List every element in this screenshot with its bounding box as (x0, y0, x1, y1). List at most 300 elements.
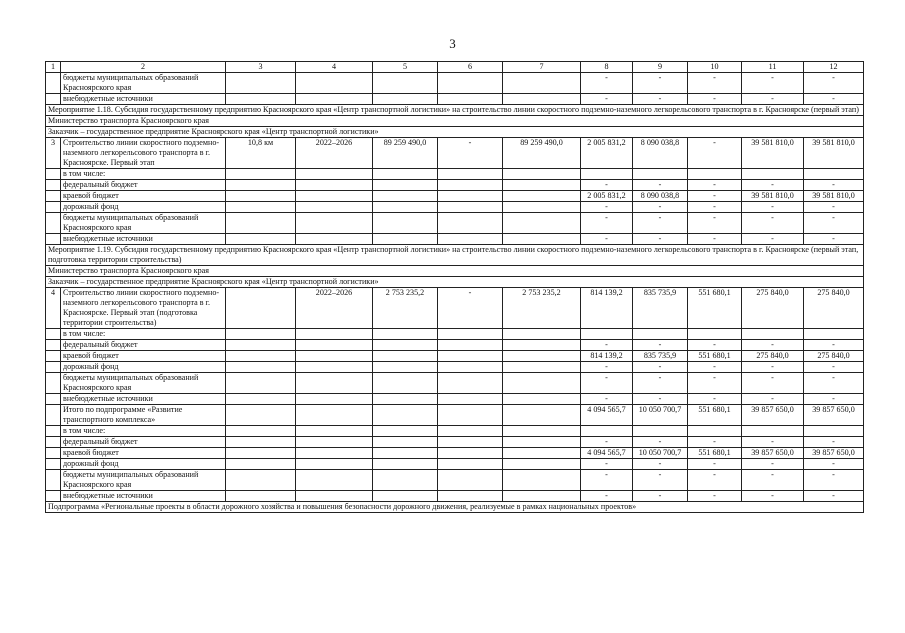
cell-total-cost (373, 362, 438, 373)
cell-year-11: - (742, 94, 804, 105)
cell-name: внебюджетные источники (61, 234, 226, 245)
cell-no (46, 394, 61, 405)
cell-name: бюджеты муниципальных образований Красноярского края (61, 373, 226, 394)
cell-total-cost (373, 448, 438, 459)
cell-period (296, 459, 373, 470)
cell-name: бюджеты муниципальных образований Красноярского края (61, 470, 226, 491)
cell-year-10: - (688, 94, 742, 105)
cell-no (46, 94, 61, 105)
cell-financed (438, 94, 503, 105)
cell-year-12: - (804, 470, 864, 491)
cell-year-8 (581, 426, 633, 437)
cell-year-10: - (688, 437, 742, 448)
cell-remaining (503, 340, 581, 351)
cell-total-cost (373, 405, 438, 426)
cell-year-8 (581, 169, 633, 180)
cell-year-8: - (581, 213, 633, 234)
cell-year-9: - (633, 340, 688, 351)
cell-year-12: - (804, 459, 864, 470)
cell-name: Строительство линии скоростного подземно-наземного легкорельсового транспорта в г. Красноярске. Первый этап (подготовка территории строительства) (61, 288, 226, 329)
cell-year-12: - (804, 437, 864, 448)
cell-year-10: 551 680,1 (688, 351, 742, 362)
cell-capacity (226, 394, 296, 405)
cell-year-8: - (581, 394, 633, 405)
cell-year-12: - (804, 73, 864, 94)
cell-period (296, 394, 373, 405)
cell-year-10: 551 680,1 (688, 405, 742, 426)
cell-financed: - (438, 138, 503, 169)
cell-period (296, 470, 373, 491)
cell-total-cost: 2 753 235,2 (373, 288, 438, 329)
cell-name: федеральный бюджет (61, 340, 226, 351)
cell-year-8: - (581, 362, 633, 373)
cell-financed (438, 437, 503, 448)
cell-year-11: - (742, 362, 804, 373)
cell-total-cost (373, 437, 438, 448)
cell-capacity (226, 288, 296, 329)
cell-name: внебюджетные источники (61, 394, 226, 405)
cell-year-8: - (581, 234, 633, 245)
section-title: Мероприятие 1.18. Субсидия государственному предприятию Красноярского края «Центр транспортной логистики» на строительство линии скоростного подземно-наземного легкорельсового транспорта в г. Красноярске (первый этап) (46, 105, 864, 116)
cell-year-12 (804, 169, 864, 180)
cell-year-11: 275 840,0 (742, 351, 804, 362)
cell-period (296, 213, 373, 234)
cell-year-9: - (633, 373, 688, 394)
table-row (46, 191, 864, 202)
cell-year-11: - (742, 340, 804, 351)
section-title: Заказчик – государственное предприятие Красноярского края «Центр транспортной логистики» (46, 277, 864, 288)
table-row (46, 373, 864, 394)
table-row (46, 448, 864, 459)
cell-year-10: - (688, 394, 742, 405)
cell-year-9: - (633, 394, 688, 405)
cell-remaining (503, 448, 581, 459)
cell-financed (438, 234, 503, 245)
table-row (46, 491, 864, 502)
cell-year-10: - (688, 138, 742, 169)
cell-year-12: 39 581 810,0 (804, 191, 864, 202)
cell-total-cost (373, 213, 438, 234)
cell-remaining (503, 394, 581, 405)
cell-name: федеральный бюджет (61, 180, 226, 191)
section-row (46, 105, 864, 116)
cell-year-8 (581, 329, 633, 340)
header-cell-9: 9 (633, 62, 688, 73)
cell-period (296, 73, 373, 94)
cell-no (46, 437, 61, 448)
cell-year-8: 814 139,2 (581, 288, 633, 329)
cell-no (46, 180, 61, 191)
cell-year-9: - (633, 73, 688, 94)
cell-year-10: - (688, 213, 742, 234)
cell-year-9: - (633, 437, 688, 448)
cell-financed (438, 470, 503, 491)
cell-period (296, 191, 373, 202)
cell-year-12: 39 581 810,0 (804, 138, 864, 169)
cell-year-10 (688, 169, 742, 180)
table-row (46, 234, 864, 245)
cell-year-11: - (742, 73, 804, 94)
cell-period (296, 373, 373, 394)
cell-capacity (226, 448, 296, 459)
cell-capacity (226, 459, 296, 470)
cell-financed (438, 491, 503, 502)
cell-year-12: - (804, 234, 864, 245)
cell-no (46, 73, 61, 94)
cell-no (46, 340, 61, 351)
cell-name: краевой бюджет (61, 191, 226, 202)
cell-financed (438, 405, 503, 426)
cell-period (296, 169, 373, 180)
table-row (46, 169, 864, 180)
cell-no (46, 169, 61, 180)
cell-remaining: 2 753 235,2 (503, 288, 581, 329)
table-row (46, 405, 864, 426)
cell-remaining (503, 426, 581, 437)
cell-total-cost (373, 191, 438, 202)
cell-remaining: 89 259 490,0 (503, 138, 581, 169)
cell-year-11: - (742, 491, 804, 502)
cell-no (46, 470, 61, 491)
table-row (46, 362, 864, 373)
cell-year-9: - (633, 470, 688, 491)
table-row (46, 180, 864, 191)
cell-year-11 (742, 426, 804, 437)
header-cell-8: 8 (581, 62, 633, 73)
section-title: Министерство транспорта Красноярского края (46, 116, 864, 127)
cell-year-11: - (742, 470, 804, 491)
cell-no (46, 405, 61, 426)
cell-period (296, 351, 373, 362)
cell-remaining (503, 180, 581, 191)
table-row (46, 437, 864, 448)
cell-total-cost (373, 180, 438, 191)
cell-no (46, 373, 61, 394)
cell-year-11 (742, 329, 804, 340)
table-row (46, 213, 864, 234)
cell-year-9: - (633, 234, 688, 245)
cell-name: дорожный фонд (61, 459, 226, 470)
cell-financed (438, 340, 503, 351)
header-cell-1: 1 (46, 62, 61, 73)
cell-remaining (503, 234, 581, 245)
cell-financed (438, 459, 503, 470)
cell-financed (438, 394, 503, 405)
section-row (46, 277, 864, 288)
cell-no (46, 448, 61, 459)
cell-year-11: 39 857 650,0 (742, 448, 804, 459)
cell-remaining (503, 94, 581, 105)
cell-period (296, 202, 373, 213)
cell-year-8: 4 094 565,7 (581, 448, 633, 459)
cell-year-9: 8 090 038,8 (633, 191, 688, 202)
cell-year-10: - (688, 73, 742, 94)
cell-total-cost (373, 329, 438, 340)
cell-period: 2022–2026 (296, 138, 373, 169)
table-row (46, 426, 864, 437)
cell-capacity (226, 426, 296, 437)
cell-no: 4 (46, 288, 61, 329)
cell-period (296, 180, 373, 191)
cell-year-12: - (804, 362, 864, 373)
cell-name: Строительство линии скоростного подземно-наземного легкорельсового транспорта в г. Красноярске. Первый этап (61, 138, 226, 169)
cell-remaining (503, 459, 581, 470)
cell-year-11: - (742, 202, 804, 213)
header-cell-3: 3 (226, 62, 296, 73)
cell-no (46, 459, 61, 470)
cell-no (46, 191, 61, 202)
cell-name: внебюджетные источники (61, 491, 226, 502)
cell-year-9 (633, 426, 688, 437)
cell-year-12: - (804, 213, 864, 234)
cell-capacity (226, 94, 296, 105)
cell-year-11: - (742, 234, 804, 245)
cell-total-cost (373, 470, 438, 491)
cell-year-12: - (804, 94, 864, 105)
cell-year-10: 551 680,1 (688, 448, 742, 459)
cell-financed (438, 169, 503, 180)
cell-name: в том числе: (61, 329, 226, 340)
cell-year-11: - (742, 394, 804, 405)
cell-year-12: 275 840,0 (804, 351, 864, 362)
cell-year-10: - (688, 459, 742, 470)
cell-capacity (226, 405, 296, 426)
cell-total-cost (373, 394, 438, 405)
cell-period (296, 437, 373, 448)
cell-year-8: - (581, 373, 633, 394)
cell-year-8: - (581, 73, 633, 94)
cell-no (46, 491, 61, 502)
cell-financed (438, 448, 503, 459)
cell-year-11: - (742, 213, 804, 234)
cell-year-9: 835 735,9 (633, 288, 688, 329)
cell-remaining (503, 491, 581, 502)
cell-name: дорожный фонд (61, 202, 226, 213)
section-row (46, 502, 864, 513)
cell-year-9: - (633, 491, 688, 502)
section-title: Подпрограмма «Региональные проекты в области дорожного хозяйства и повышения безопасности дорожного движения, реализуемые в рамках национальных проектов» (46, 502, 864, 513)
cell-no (46, 213, 61, 234)
section-title: Заказчик – государственное предприятие Красноярского края «Центр транспортной логистики» (46, 127, 864, 138)
cell-remaining (503, 470, 581, 491)
cell-no (46, 351, 61, 362)
cell-remaining (503, 405, 581, 426)
cell-name: в том числе: (61, 169, 226, 180)
cell-remaining (503, 329, 581, 340)
cell-year-11: - (742, 180, 804, 191)
cell-year-9: 835 735,9 (633, 351, 688, 362)
cell-year-8: 2 005 831,2 (581, 191, 633, 202)
cell-year-12: 275 840,0 (804, 288, 864, 329)
cell-period (296, 405, 373, 426)
cell-year-8: - (581, 202, 633, 213)
cell-year-10: - (688, 202, 742, 213)
header-cell-6: 6 (438, 62, 503, 73)
cell-financed (438, 351, 503, 362)
cell-year-12: - (804, 373, 864, 394)
cell-name: краевой бюджет (61, 448, 226, 459)
cell-year-12: - (804, 491, 864, 502)
cell-financed (438, 191, 503, 202)
cell-year-10: - (688, 191, 742, 202)
cell-year-9: - (633, 94, 688, 105)
cell-year-12: - (804, 340, 864, 351)
table-row (46, 459, 864, 470)
cell-capacity (226, 213, 296, 234)
cell-period (296, 94, 373, 105)
cell-capacity (226, 180, 296, 191)
cell-year-9: 10 050 700,7 (633, 448, 688, 459)
cell-name: краевой бюджет (61, 351, 226, 362)
cell-no (46, 362, 61, 373)
cell-capacity (226, 73, 296, 94)
cell-total-cost (373, 202, 438, 213)
page-number: 3 (449, 36, 456, 51)
cell-capacity (226, 191, 296, 202)
cell-name: дорожный фонд (61, 362, 226, 373)
cell-year-12: - (804, 202, 864, 213)
cell-year-11 (742, 169, 804, 180)
cell-total-cost (373, 491, 438, 502)
cell-year-12 (804, 426, 864, 437)
section-row (46, 266, 864, 277)
cell-financed (438, 213, 503, 234)
cell-remaining (503, 351, 581, 362)
table-row (46, 73, 864, 94)
cell-year-8: - (581, 94, 633, 105)
cell-year-11: 275 840,0 (742, 288, 804, 329)
cell-year-9: 8 090 038,8 (633, 138, 688, 169)
cell-year-10 (688, 426, 742, 437)
cell-financed (438, 362, 503, 373)
cell-total-cost (373, 340, 438, 351)
cell-remaining (503, 191, 581, 202)
cell-year-9: - (633, 213, 688, 234)
cell-financed (438, 426, 503, 437)
cell-name: в том числе: (61, 426, 226, 437)
cell-year-11: - (742, 459, 804, 470)
cell-year-8: 2 005 831,2 (581, 138, 633, 169)
section-row (46, 245, 864, 266)
cell-total-cost (373, 426, 438, 437)
cell-year-8: 814 139,2 (581, 351, 633, 362)
cell-year-9: - (633, 180, 688, 191)
cell-period (296, 340, 373, 351)
table-header-row (46, 62, 864, 73)
cell-year-12: 39 857 650,0 (804, 448, 864, 459)
header-cell-2: 2 (61, 62, 226, 73)
cell-name: бюджеты муниципальных образований Красноярского края (61, 73, 226, 94)
cell-year-8: - (581, 470, 633, 491)
cell-period (296, 491, 373, 502)
cell-capacity (226, 491, 296, 502)
cell-period (296, 329, 373, 340)
cell-no (46, 202, 61, 213)
table-row (46, 288, 864, 329)
cell-no (46, 329, 61, 340)
cell-remaining (503, 202, 581, 213)
cell-year-11: 39 857 650,0 (742, 405, 804, 426)
cell-year-10: - (688, 491, 742, 502)
cell-remaining (503, 73, 581, 94)
cell-remaining (503, 373, 581, 394)
cell-financed: - (438, 288, 503, 329)
cell-year-12: 39 857 650,0 (804, 405, 864, 426)
cell-year-8: - (581, 459, 633, 470)
cell-capacity (226, 351, 296, 362)
table-row (46, 351, 864, 362)
cell-remaining (503, 437, 581, 448)
cell-year-9: - (633, 459, 688, 470)
cell-financed (438, 73, 503, 94)
table-row (46, 94, 864, 105)
cell-capacity (226, 362, 296, 373)
cell-no (46, 426, 61, 437)
cell-year-11: 39 581 810,0 (742, 138, 804, 169)
table-row (46, 138, 864, 169)
cell-year-8: 4 094 565,7 (581, 405, 633, 426)
budget-table (45, 61, 864, 513)
cell-period: 2022–2026 (296, 288, 373, 329)
cell-year-10: - (688, 234, 742, 245)
cell-year-12 (804, 329, 864, 340)
cell-period (296, 362, 373, 373)
section-title: Министерство транспорта Красноярского края (46, 266, 864, 277)
cell-total-cost (373, 73, 438, 94)
cell-remaining (503, 213, 581, 234)
cell-total-cost (373, 169, 438, 180)
section-row (46, 127, 864, 138)
cell-capacity (226, 437, 296, 448)
cell-remaining (503, 169, 581, 180)
cell-capacity (226, 169, 296, 180)
cell-year-10: - (688, 180, 742, 191)
cell-name: внебюджетные источники (61, 94, 226, 105)
cell-year-9: 10 050 700,7 (633, 405, 688, 426)
cell-year-12: - (804, 394, 864, 405)
cell-capacity: 10,8 км (226, 138, 296, 169)
cell-total-cost (373, 351, 438, 362)
cell-year-10: - (688, 362, 742, 373)
cell-year-8: - (581, 180, 633, 191)
cell-no: 3 (46, 138, 61, 169)
cell-year-10: - (688, 340, 742, 351)
header-cell-10: 10 (688, 62, 742, 73)
cell-total-cost (373, 459, 438, 470)
cell-year-11: - (742, 437, 804, 448)
cell-name: федеральный бюджет (61, 437, 226, 448)
table-row (46, 394, 864, 405)
cell-year-9: - (633, 362, 688, 373)
cell-capacity (226, 234, 296, 245)
cell-year-9 (633, 169, 688, 180)
cell-year-10: 551 680,1 (688, 288, 742, 329)
table-row (46, 340, 864, 351)
cell-name: Итого по подпрограмме «Развитие транспортного комплекса» (61, 405, 226, 426)
cell-year-12: - (804, 180, 864, 191)
cell-capacity (226, 373, 296, 394)
cell-total-cost (373, 373, 438, 394)
cell-capacity (226, 202, 296, 213)
cell-remaining (503, 362, 581, 373)
cell-name: бюджеты муниципальных образований Красноярского края (61, 213, 226, 234)
table-row (46, 470, 864, 491)
header-cell-11: 11 (742, 62, 804, 73)
cell-year-8: - (581, 491, 633, 502)
header-cell-12: 12 (804, 62, 864, 73)
cell-capacity (226, 329, 296, 340)
section-row (46, 116, 864, 127)
